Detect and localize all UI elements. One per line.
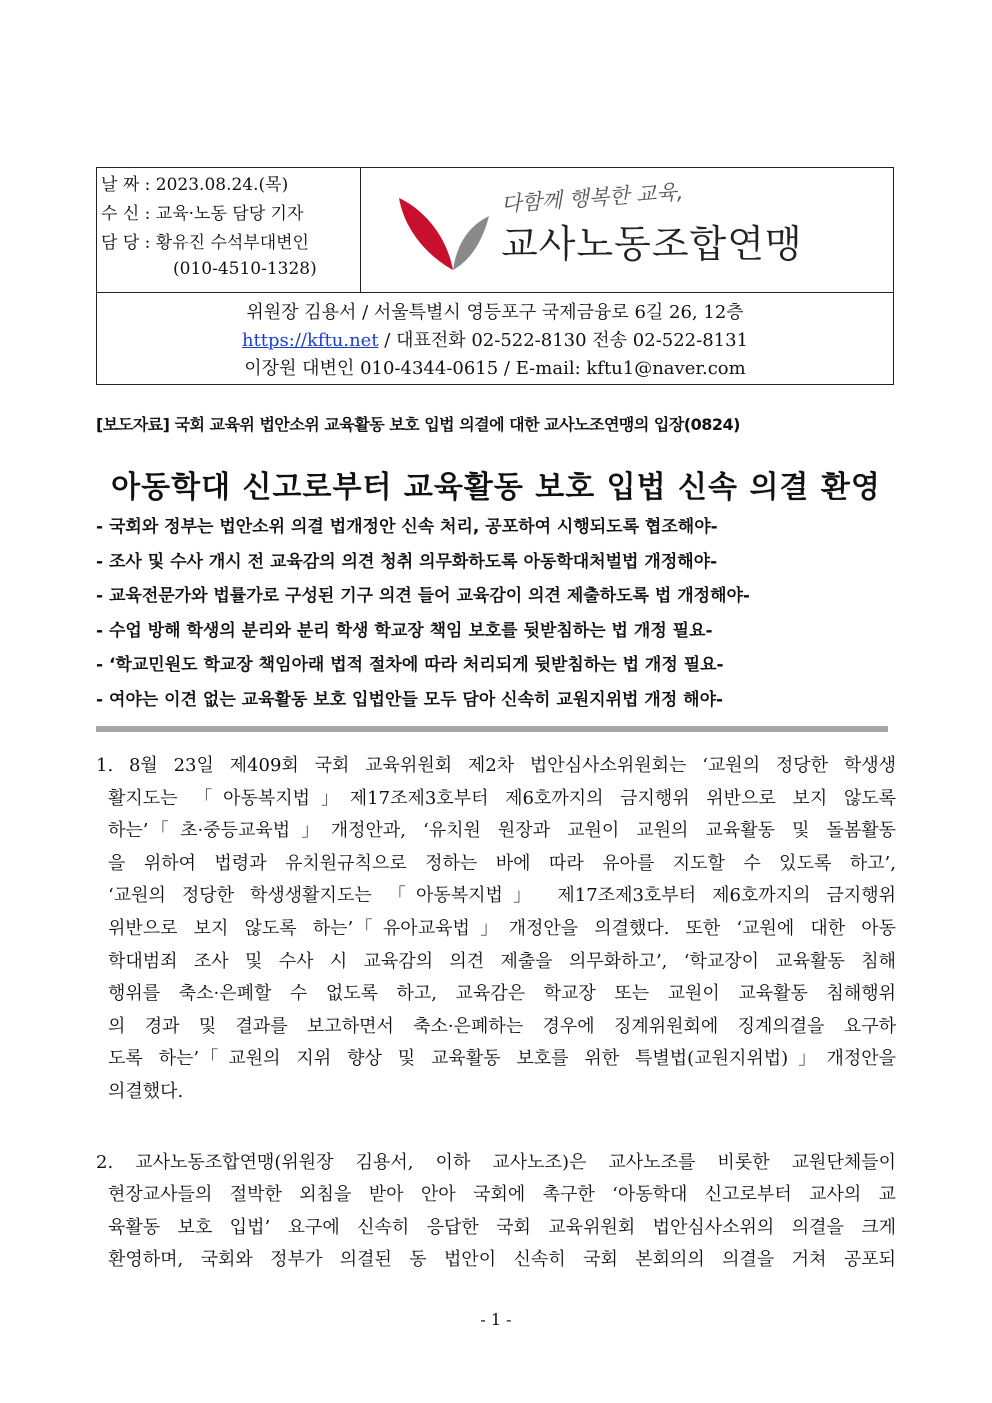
logo — [361, 168, 893, 293]
paragraph-line: 의결했다. — [108, 1080, 184, 1102]
contact-block — [97, 293, 893, 384]
paragraph-line: ‘교원의 정당한 학생생활지도는 「아동복지법」 제17조제3호부터 제6호까지의 금지행위 — [108, 885, 896, 907]
paragraph-line: 도록 하는’「교원의 지위 향상 및 교육활동 보호를 위한 특별법(교원지위법)」개정안을 — [108, 1048, 896, 1070]
subpoint: - 여야는 이견 없는 교육활동 보호 입법안들 모두 담아 신속히 교원지위법 개정 해야- — [96, 689, 724, 710]
subpoint: - 조사 및 수사 개시 전 교육감의 의견 청취 의무화하도록 아동학대처벌법 개정해야- — [96, 551, 718, 572]
contact-person-line: 담 당 : 황유진 수석부대변인 — [101, 233, 309, 253]
website-phone-line — [97, 327, 893, 355]
paragraph-line: 2. 교사노동조합연맹(위원장 김용서, 이하 교사노조)은 교사노조를 비롯한 교원단체들이 — [96, 1151, 896, 1173]
release-title: [보도자료] 국회 교육위 법안소위 교육활동 보호 입법 의결에 대한 교사노조연맹의 입장(0824) — [96, 415, 740, 434]
meta-info — [97, 168, 361, 293]
paragraph-2 — [96, 1147, 896, 1277]
header-table — [96, 167, 894, 385]
paragraph-line: 활지도는 「아동복지법」제17조제3호부터 제6호까지의 금지행위 위반으로 보지 않도록 — [108, 787, 896, 809]
date-line: 날 짜 : 2023.08.24.(목) — [101, 175, 289, 195]
paragraph-line: 육활동 보호 입법’ 요구에 신속히 응답한 국회 교육위원회 법안심사소위의 의결을 크게 — [108, 1216, 896, 1238]
paragraph-line: 현장교사들의 절박한 외침을 받아 안아 국회에 촉구한 ‘아동학대 신고로부터 교사의 교 — [108, 1184, 896, 1206]
subpoint: - 교육전문가와 법률가로 구성된 기구 의견 들어 교육감이 의견 제출하도록 법 개정해야- — [96, 586, 750, 606]
address-line: 위원장 김용서 / 서울특별시 영등포구 국제금융로 6길 26, 12층 — [246, 302, 744, 323]
divider — [96, 726, 888, 732]
recipient-line: 수 신 : 교육·노동 담당 기자 — [101, 204, 304, 224]
paragraph-line: 환영하며, 국회와 정부가 의결된 동 법안이 신속히 국회 본회의의 의결을 거쳐 공포되 — [108, 1249, 896, 1271]
subpoint: - 수업 방해 학생의 분리와 분리 학생 학교장 책임 보호를 뒷받침하는 법 개정 필요- — [96, 620, 713, 641]
paragraph-1 — [96, 750, 896, 1109]
paragraph-line: 학대범죄 조사 및 수사 시 교육감의 의견 제출을 의무화하고’, ‘학교장이 교육활동 침해 — [108, 950, 896, 972]
body-text — [96, 750, 896, 1277]
paragraph-line: 위반으로 보지 않도록 하는’「유아교육법」개정안을 의결했다. 또한 ‘교원에 대한 아동 — [108, 917, 896, 939]
headline: 아동학대 신고로부터 교육활동 보호 입법 신속 의결 환영 — [111, 470, 881, 505]
subpoints — [96, 510, 896, 717]
logo-slogan: 다함께 행복한 교육, — [500, 179, 685, 217]
spokesperson-line: 이장원 대변인 010-4344-0615 / E-mail: kftu1@naver.com — [244, 358, 746, 379]
paragraph-line: 의 경과 및 결과를 보고하면서 축소·은폐하는 경우에 징계위원회에 징계의결을 요구하 — [108, 1015, 896, 1037]
leaf-logo-icon — [391, 188, 491, 278]
page-number: - 1 - — [480, 1310, 512, 1329]
website-link[interactable]: https://kftu.net — [241, 330, 379, 351]
phone-line: / 대표전화 02-522-8130 전송 02-522-8131 — [378, 330, 749, 351]
paragraph-line: 을 위하여 법령과 유치원규칙으로 정하는 바에 따라 유아를 지도할 수 있도록 하고’, — [108, 852, 896, 874]
subpoint: - 국회와 정부는 법안소위 의결 법개정안 신속 처리, 공포하여 시행되도록 협조해야- — [96, 517, 718, 537]
logo-org-name: 교사노동조합연맹 — [501, 222, 803, 266]
paragraph-line: 1. 8월 23일 제409회 국회 교육위원회 제2차 법안심사소위원회는 ‘교원의 정당한 학생생 — [96, 755, 896, 776]
contact-phone: (010-4510-1328) — [173, 259, 317, 279]
subpoint: - ‘학교민원도 학교장 책임아래 법적 절차에 따라 처리되게 뒷받침하는 법 개정 필요- — [96, 655, 724, 675]
paragraph-line: 하는’「초·중등교육법」개정안과, ‘유치원 원장과 교원이 교원의 교육활동 및 돌봄활동 — [108, 820, 896, 842]
paragraph-line: 행위를 축소·은폐할 수 없도록 하고, 교육감은 학교장 또는 교원이 교육활동 침해행위 — [108, 983, 896, 1005]
